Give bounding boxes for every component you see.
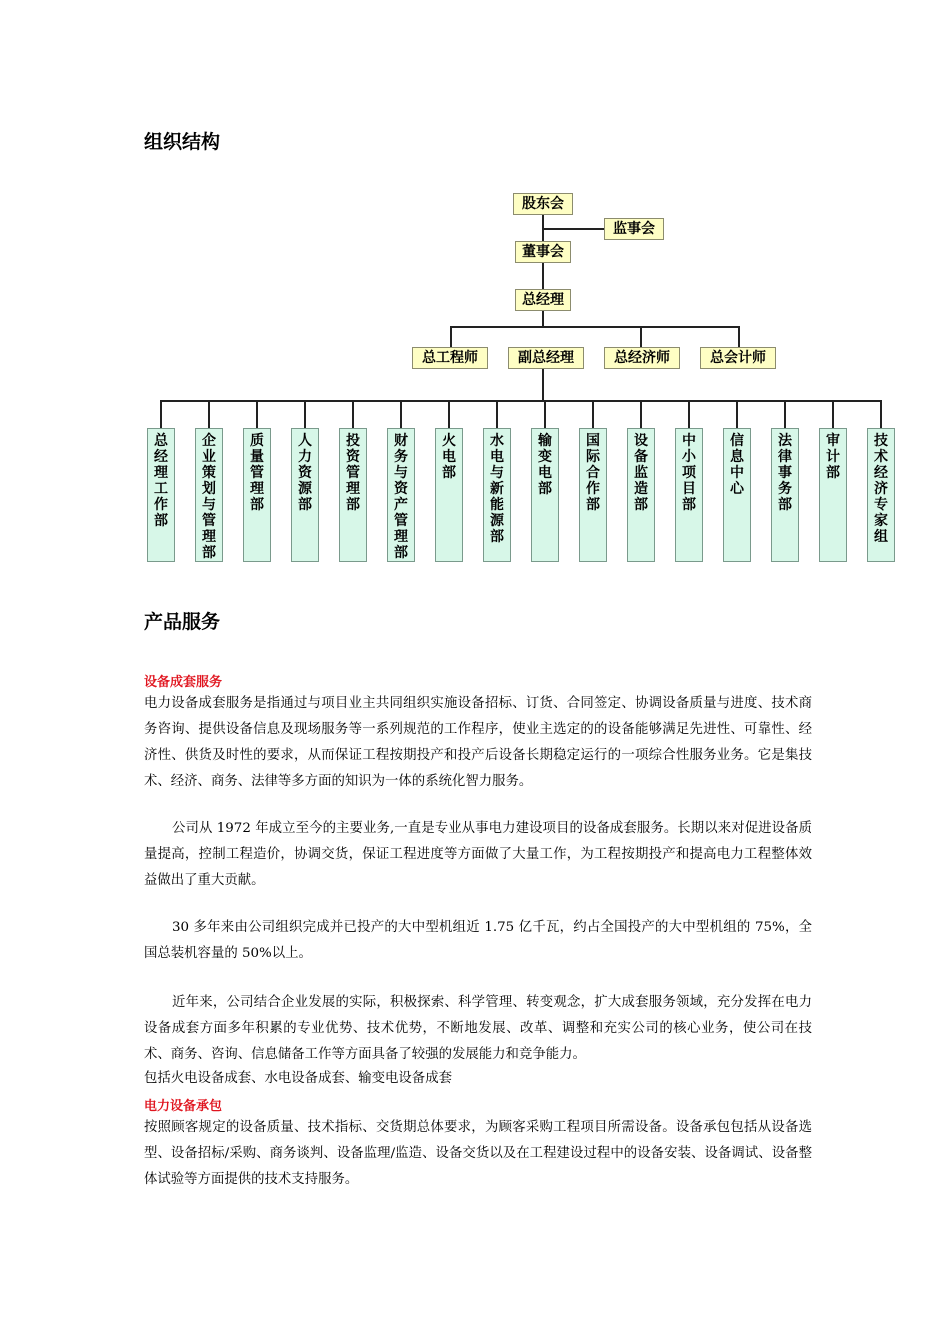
dept-label: 技术经济专家组: [874, 433, 888, 545]
connector-line: [688, 400, 690, 428]
connector-line: [450, 326, 452, 347]
connector-line: [880, 400, 882, 428]
connector-line: [304, 400, 306, 428]
connector-line: [542, 228, 604, 230]
paragraph: 30 多年来由公司组织完成并已投产的大中型机组近 1.75 亿千瓦，约占全国投产的大中型机组的 75%，全国总装机容量的 50%以上。: [144, 920, 812, 961]
connector-line: [592, 400, 594, 428]
connector-line: [640, 400, 642, 428]
connector-line: [160, 400, 162, 428]
dept-node: [195, 428, 223, 562]
node-deputy-gm: 副总经理: [508, 347, 584, 369]
dept-label: 火电部: [442, 433, 456, 481]
dept-label: 设备监造部: [634, 433, 648, 513]
connector-line: [448, 400, 450, 428]
dept-label: 审计部: [826, 433, 840, 481]
dept-node: [579, 428, 607, 562]
connector-line: [496, 400, 498, 428]
dept-node: [483, 428, 511, 562]
dept-label: 信息中心: [730, 433, 744, 497]
dept-node: [435, 428, 463, 562]
connector-line: [738, 326, 740, 347]
dept-node: [339, 428, 367, 562]
dept-node: [675, 428, 703, 562]
subheading-equipment-contracting: 电力设备承包: [144, 1099, 223, 1114]
connector-line: [160, 400, 882, 402]
dept-node: [291, 428, 319, 562]
node-general-manager: 总经理: [515, 289, 571, 311]
node-board: 董事会: [515, 241, 571, 263]
dept-label: 投资管理部: [346, 433, 360, 513]
section-title-org: 组织结构: [144, 131, 221, 153]
dept-label: 法律事务部: [778, 433, 792, 513]
paragraph: 近年来，公司结合企业发展的实际，积极探索、科学管理、转变观念，扩大成套服务领域，充分发挥在电力设备成套方面多年积累的专业优势、技术优势，不断地发展、改革、调整和充实公司的核心业务，使公司在技术、商务、咨询、信息储备工作等方面具备了较强的发展能力和竞争能力。: [144, 995, 812, 1062]
dept-node: [243, 428, 271, 562]
connector-line: [784, 400, 786, 428]
dept-node: [627, 428, 655, 562]
dept-label: 输变电部: [538, 433, 552, 497]
dept-label: 国际合作部: [586, 433, 600, 513]
dept-node: [531, 428, 559, 562]
node-chief-accountant: 总会计师: [700, 347, 776, 369]
connector-line: [542, 263, 544, 289]
org-chart: [0, 0, 950, 600]
connector-line: [544, 400, 546, 428]
dept-label: 企业策划与管理部: [202, 433, 216, 561]
section-title-products: 产品服务: [144, 611, 221, 633]
connector-line: [542, 369, 544, 401]
connector-line: [400, 400, 402, 428]
connector-line: [352, 400, 354, 428]
paragraph: 电力设备成套服务是指通过与项目业主共同组织实施设备招标、订货、合同签定、协调设备质量与进度、技术商务咨询、提供设备信息及现场服务等一系列规范的工作程序，使业主选定的的设备能够满足先进性、可靠性、经济性、供货及时性的要求，从而保证工程按期投产和投产后设备长期稳定运行的一项综合性服务业务。它是集技术、经济、商务、法律等多方面的知识为一体的系统化智力服务。: [144, 696, 812, 789]
paragraph: 按照顾客规定的设备质量、技术指标、交货期总体要求，为顾客采购工程项目所需设备。设备承包包括从设备选型、设备招标/采购、商务谈判、设备监理/监造、设备交货以及在工程建设过程中的设备安装、设备调试、设备整体试验等方面提供的技术支持服务。: [144, 1120, 812, 1187]
connector-line: [450, 326, 740, 328]
connector-line: [208, 400, 210, 428]
dept-label: 总经理工作部: [154, 433, 168, 529]
dept-label: 人力资源部: [298, 433, 312, 513]
node-chief-engineer: 总工程师: [412, 347, 488, 369]
dept-node: [723, 428, 751, 562]
paragraph: 公司从 1972 年成立至今的主要业务,一直是专业从事电力建设项目的设备成套服务。长期以来对促进设备质量提高，控制工程造价，协调交货，保证工程进度等方面做了大量工作，为工程按期投产和提高电力工程整体效益做出了重大贡献。: [144, 821, 812, 888]
connector-line: [736, 400, 738, 428]
dept-label: 中小项目部: [682, 433, 696, 513]
connector-line: [832, 400, 834, 428]
node-supervisors: 监事会: [604, 218, 664, 240]
node-chief-economist: 总经济师: [604, 347, 680, 369]
paragraph: 包括火电设备成套、水电设备成套、输变电设备成套: [144, 1071, 452, 1086]
connector-line: [640, 326, 642, 347]
dept-node: [147, 428, 175, 562]
subheading-equipment-service: 设备成套服务: [144, 675, 223, 690]
dept-node: [771, 428, 799, 562]
dept-node: [387, 428, 415, 562]
dept-label: 水电与新能源部: [490, 433, 504, 545]
connector-line: [542, 311, 544, 327]
node-shareholders: 股东会: [513, 193, 573, 215]
dept-label: 质量管理部: [250, 433, 264, 513]
dept-node: [867, 428, 895, 562]
dept-label: 财务与资产管理部: [394, 433, 408, 561]
dept-node: [819, 428, 847, 562]
connector-line: [256, 400, 258, 428]
